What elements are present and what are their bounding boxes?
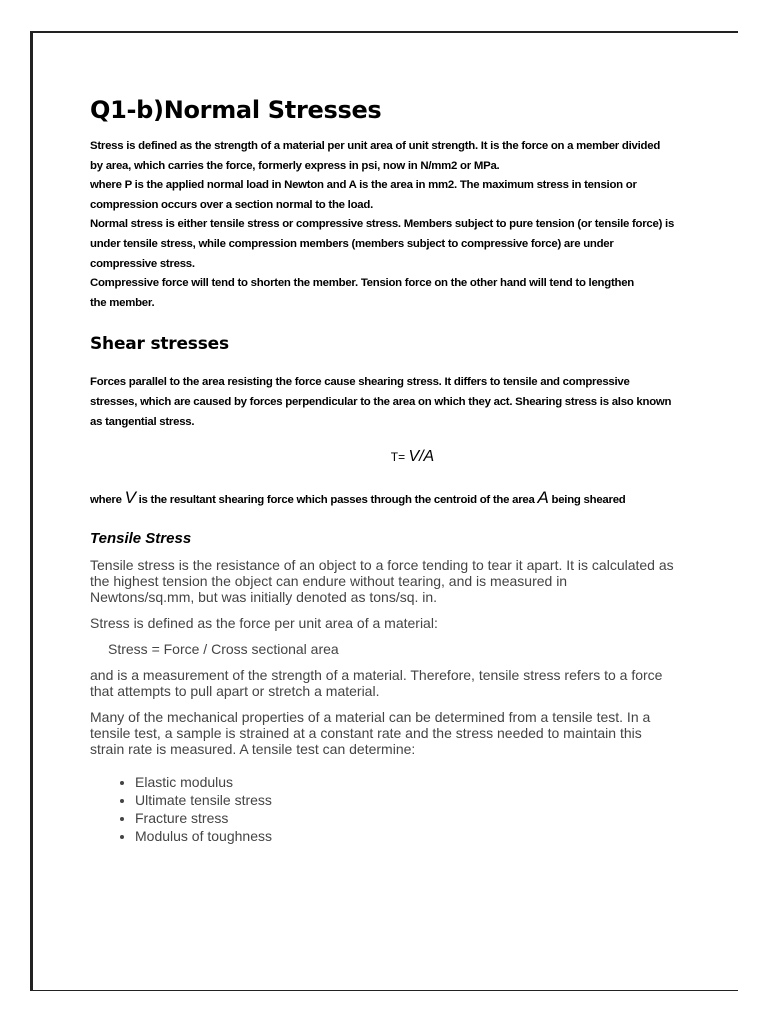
paragraph: Compressive force will tend to shorten the member. Tension force on the other hand will tend to lengthen: [90, 277, 635, 290]
paragraph: Stress is defined as the strength of a material per unit area of unit strength. It is the force on a member divided by area, which carries the force, formerly express in psi, now in N/mm2 or MPa.: [90, 140, 661, 172]
list-item: • Fracture stress: [135, 809, 675, 827]
page-title: Q1-b)Normal Stresses: [90, 96, 382, 124]
section-heading-shear: Shear stresses: [90, 334, 229, 355]
shear-paragraph: Forces parallel to the area resisting the force cause shearing stress. It differs to tensile and compressive stresses, which are caused by forces perpendicular to the area on which they act. Shearing stress is also known as tangential stress.: [90, 376, 672, 428]
variable-v: V: [124, 488, 136, 508]
list-item: • Elastic modulus: [135, 773, 675, 791]
tensile-test-list: [90, 773, 675, 845]
tensile-paragraph: and is a measurement of the strength of a material. Therefore, tensile stress refers to a force that attempts to pull apart or stretch a material.: [90, 667, 663, 700]
list-item: • Ultimate tensile stress: [135, 791, 675, 809]
tensile-equation: Stress = Force / Cross sectional area: [108, 641, 339, 658]
list-item: • Modulus of toughness: [135, 827, 675, 845]
tensile-paragraph: Many of the mechanical properties of a material can be determined from a tensile test. In a tensile test, a sample is strained at a constant rate and the stress needed to maintain this strain rate is measured. A tensile test can determine:: [90, 709, 651, 758]
document-body: [90, 95, 675, 845]
paragraph: where P is the applied normal load in Newton and A is the area in mm2. The maximum stress in tension or: [90, 179, 637, 192]
section-heading-tensile: Tensile Stress: [90, 530, 192, 548]
paragraph: the member.: [90, 296, 155, 309]
formula-expression: V/A: [408, 448, 435, 466]
variable-a: A: [537, 488, 549, 508]
explanation-text: being sheared: [551, 494, 626, 507]
formula-explanation: [90, 488, 675, 508]
explanation-text: is the resultant shearing force which passes through the centroid of the area: [138, 494, 535, 507]
explanation-text: where: [90, 494, 122, 507]
shear-formula: [90, 448, 675, 466]
tensile-paragraph: Stress is defined as the force per unit area of a material:: [90, 615, 438, 632]
formula-prefix: T=: [390, 450, 406, 465]
paragraph: compression occurs over a section normal to the load.: [90, 198, 373, 211]
paragraph: Normal stress is either tensile stress or compressive stress. Members subject to pure tension (or tensile force) is under tensile stress, while compression members (members subject to compressive force) are under compressive stress.: [90, 218, 675, 270]
tensile-paragraph: Tensile stress is the resistance of an object to a force tending to tear it apart. It is calculated as the highest tension the object can endure without tearing, and is measured in Newtons/sq.mm, but was initially denoted as tons/sq. in.: [90, 557, 674, 606]
